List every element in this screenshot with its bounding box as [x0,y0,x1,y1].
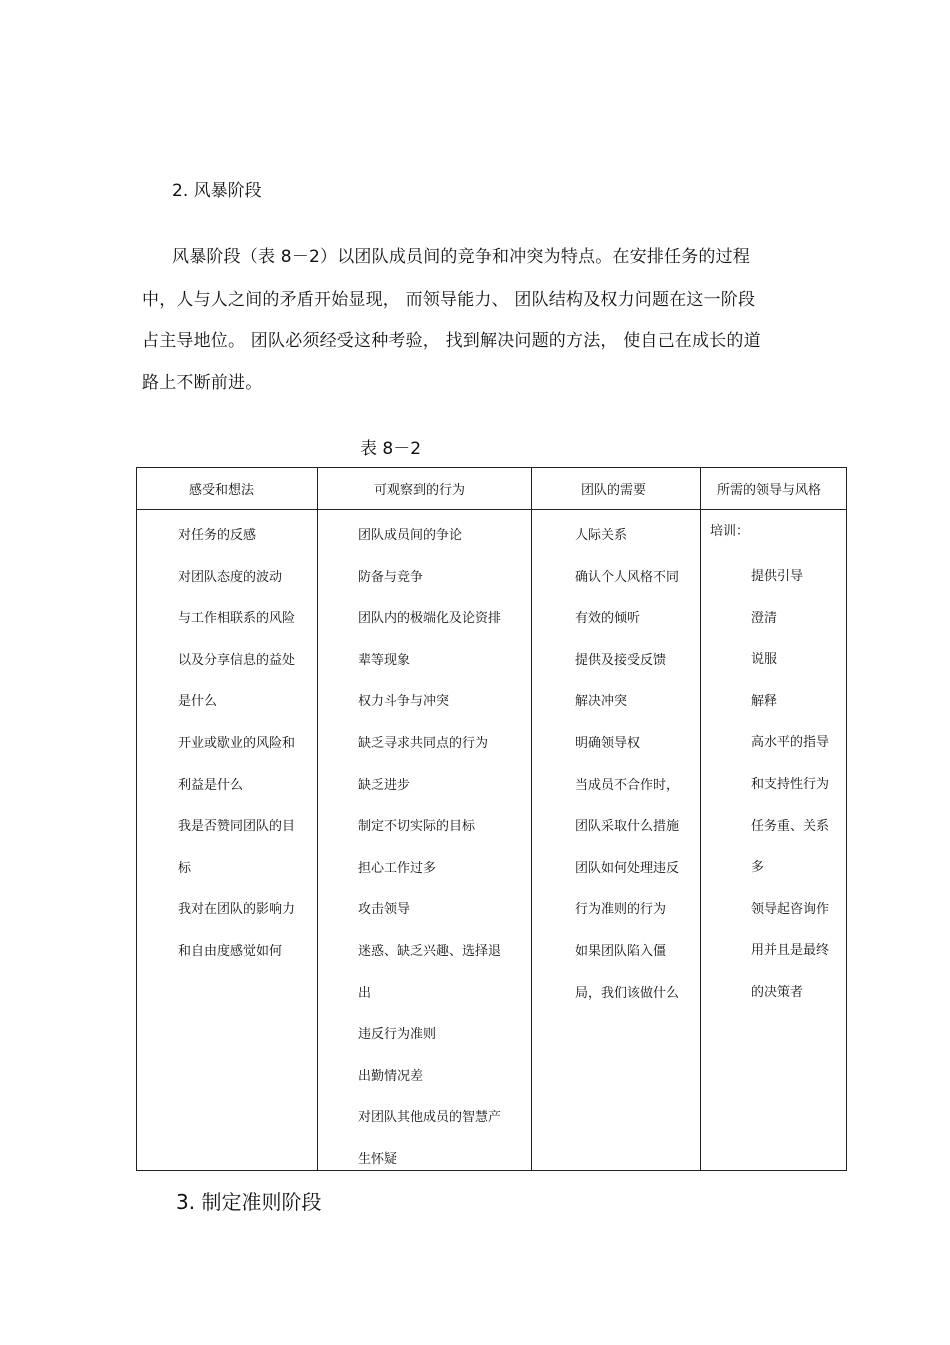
header-feelings: 感受和想法 [189,483,255,498]
paragraph-line-2: 中，人与人之间的矛盾开始显现， 而领导能力、 团队结构及权力问题在这一阶段 [142,290,756,310]
need-line: 确认个人风格不同 [575,569,680,585]
paragraph-line-1: 风暴阶段（表 8－2）以团队成员间的竞争和冲突为特点。在安排任务的过程 [172,247,751,267]
column-divider [531,468,532,1170]
feeling-line: 以及分享信息的益处 [178,652,296,668]
section-2-heading: 2. 风暴阶段 [172,181,262,201]
training-label: 培训： [710,524,750,539]
feeling-line: 和自由度感觉如何 [178,944,283,959]
leadership-line: 提供引导 [751,569,804,584]
feeling-line: 我对在团队的影响力 [178,902,296,918]
need-line: 有效的倾听 [575,611,641,627]
feeling-line: 利益是什么 [178,777,244,793]
feeling-line: 开业或歇业的风险和 [178,736,296,751]
need-line: 团队如何处理违反 [575,860,680,876]
header-team-needs: 团队的需要 [581,483,647,498]
behavior-line: 制定不切实际的目标 [358,819,476,835]
leadership-line: 任务重、关系 [751,818,830,834]
header-behaviors: 可观察到的行为 [374,483,466,498]
behavior-line: 权力斗争与冲突 [358,694,450,710]
feeling-line: 我是否赞同团队的目 [178,819,296,835]
need-line: 明确领导权 [575,736,641,751]
leadership-line: 用并且是最终 [751,943,830,959]
behavior-line: 生怀疑 [358,1152,398,1167]
table-caption: 表 8－2 [360,439,422,459]
need-line: 提供及接受反馈 [575,652,667,668]
leadership-line: 说服 [751,652,778,668]
feeling-line: 标 [178,860,192,876]
leadership-line: 解释 [751,693,778,709]
behavior-line: 担心工作过多 [358,860,437,876]
behavior-line: 出 [358,985,372,1001]
section-3-heading: 3. 制定准则阶段 [176,1190,322,1214]
feeling-line: 对团队态度的波动 [178,569,283,585]
behavior-line: 迷惑、缺乏兴趣、选择退 [358,944,502,959]
feeling-line: 与工作相联系的风险 [178,611,296,627]
paragraph-line-3: 占主导地位。 团队必须经受这种考验， 找到解决问题的方法， 使自己在成长的道 [142,331,761,351]
behavior-line: 违反行为准则 [358,1027,437,1043]
header-leadership-style: 所需的领导与风格 [717,483,822,498]
need-line: 解决冲突 [575,694,628,710]
storming-stage-table [136,467,847,1171]
need-line: 当成员不合作时， [575,777,680,793]
leadership-line: 领导起咨询作 [751,901,830,917]
need-line: 行为准则的行为 [575,902,667,918]
leadership-line: 和支持性行为 [751,777,830,792]
behavior-line: 防备与竞争 [358,569,424,585]
leadership-line: 的决策者 [751,985,804,1000]
behavior-line: 对团队其他成员的智慧产 [358,1110,502,1126]
paragraph-line-4: 路上不断前进。 [142,373,263,393]
column-divider [317,468,318,1170]
need-line: 团队采取什么措施 [575,819,680,835]
behavior-line: 缺乏进步 [358,777,411,793]
behavior-line: 团队成员间的争论 [358,528,463,543]
leadership-line: 多 [751,860,765,876]
behavior-line: 团队内的极端化及论资排 [358,611,502,627]
behavior-line: 出勤情况差 [358,1068,424,1084]
column-divider [700,468,701,1170]
behavior-line: 攻击领导 [358,902,411,918]
leadership-line: 澄清 [751,610,778,626]
need-line: 局，我们该做什么 [575,985,680,1001]
header-divider [137,509,846,510]
need-line: 如果团队陷入僵 [575,944,667,959]
behavior-line: 辈等现象 [358,652,411,668]
feeling-line: 是什么 [178,694,218,710]
feeling-line: 对任务的反感 [178,528,257,543]
need-line: 人际关系 [575,528,628,543]
behavior-line: 缺乏寻求共同点的行为 [358,736,489,751]
leadership-line: 高水平的指导 [751,735,830,751]
